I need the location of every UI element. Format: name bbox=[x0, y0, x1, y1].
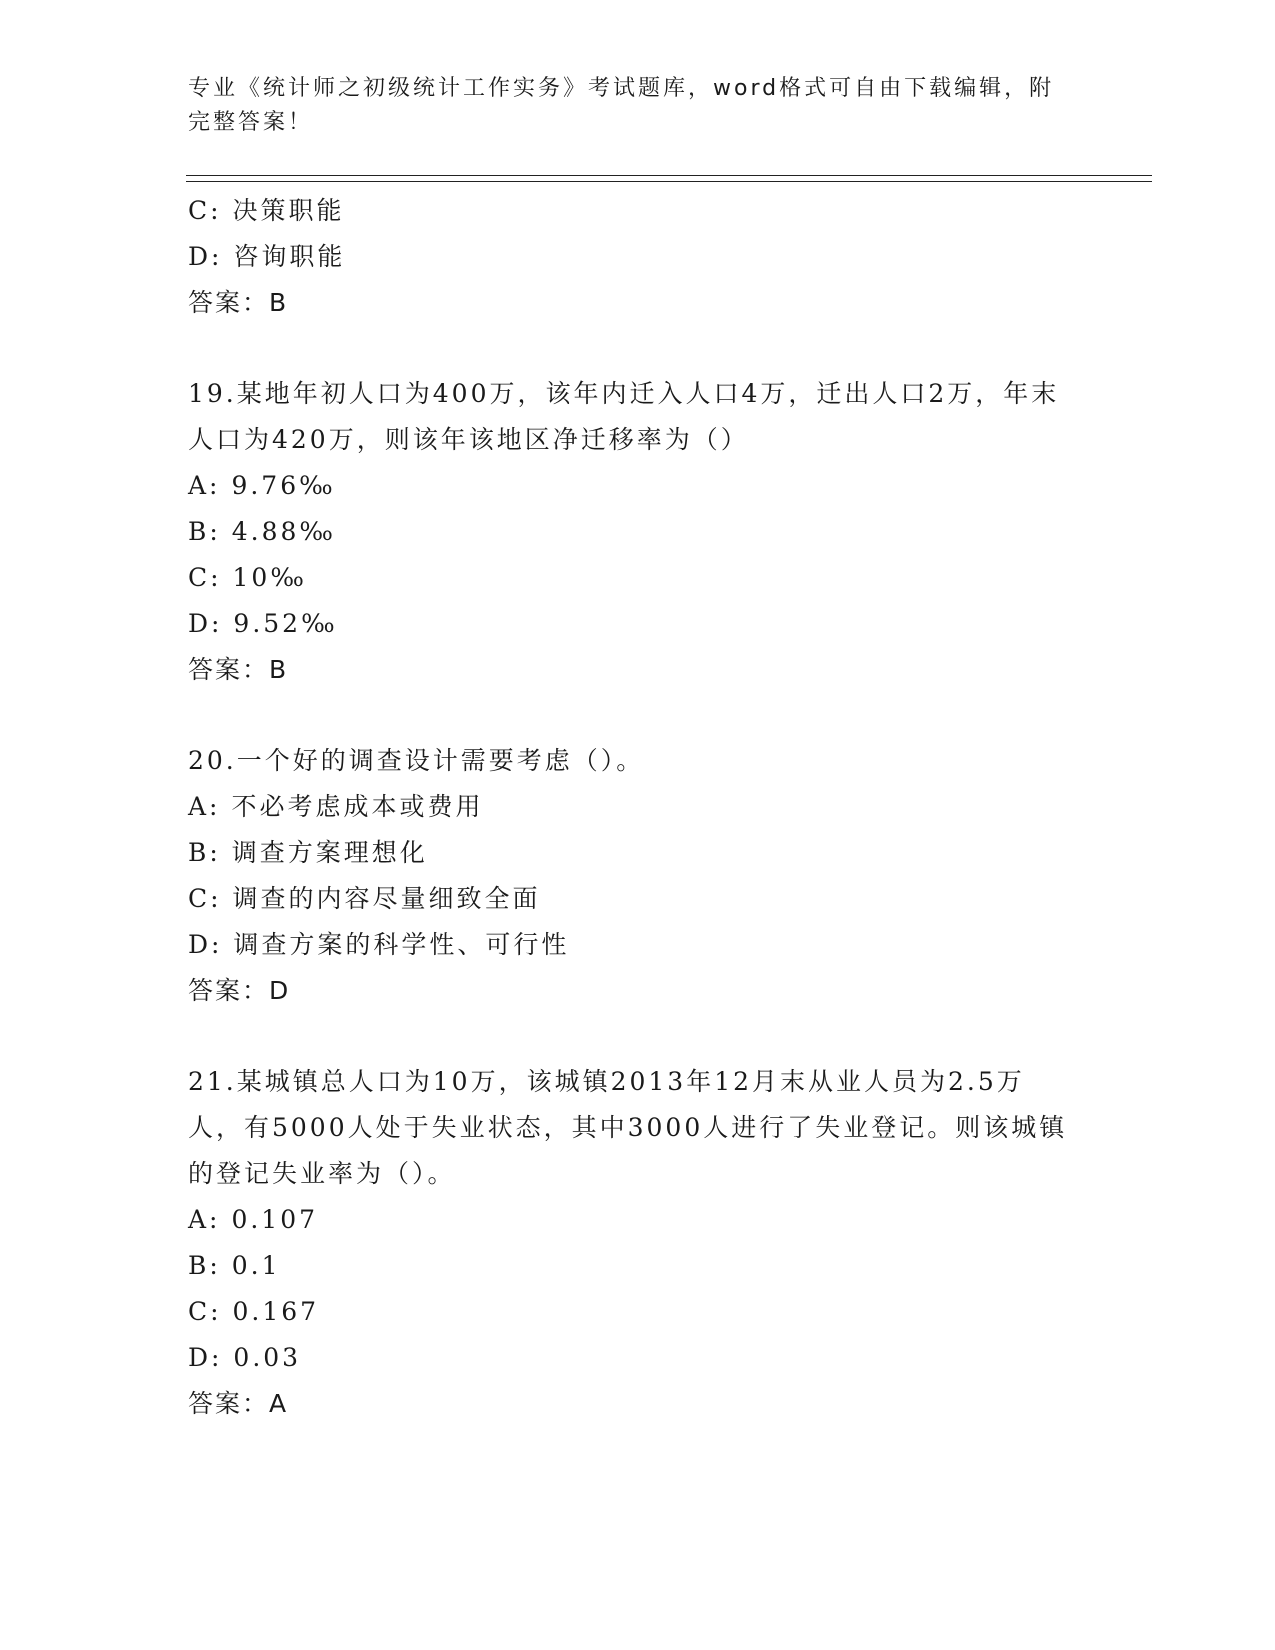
option-label: A: bbox=[188, 792, 221, 821]
option-label: B: bbox=[188, 1251, 221, 1280]
option-text: 0.107 bbox=[231, 1205, 319, 1234]
answer-line: 答案：B bbox=[188, 655, 289, 684]
option-line bbox=[188, 1289, 1088, 1335]
option-label: A: bbox=[188, 1205, 221, 1234]
question-block-18-tail bbox=[188, 188, 1088, 326]
option-label: B: bbox=[188, 517, 221, 546]
option-label: D: bbox=[188, 930, 223, 959]
option-text: 决策职能 bbox=[232, 196, 345, 225]
answer-line: 答案：D bbox=[188, 976, 291, 1005]
option-label: D: bbox=[188, 609, 223, 638]
question-block-19 bbox=[188, 371, 1088, 693]
option-text: 0.03 bbox=[233, 1343, 302, 1372]
option-text: 9.76‰ bbox=[231, 471, 336, 500]
option-line bbox=[188, 876, 1088, 922]
question-list bbox=[188, 188, 1088, 1427]
answer-line: 答案：A bbox=[188, 1389, 289, 1418]
option-text: 调查的内容尽量细致全面 bbox=[232, 884, 541, 913]
option-label: C: bbox=[188, 563, 222, 592]
option-label: C: bbox=[188, 1297, 222, 1326]
question-stem: 21.某城镇总人口为10万，该城镇2013年12月末从业人员为2.5万人，有5000人处于失业状态，其中3000人进行了失业登记。则该城镇的登记失业率为（）。 bbox=[188, 1067, 1068, 1188]
option-line bbox=[188, 1243, 1088, 1289]
option-line bbox=[188, 1197, 1088, 1243]
option-label: A: bbox=[188, 471, 221, 500]
answer-line: 答案：B bbox=[188, 288, 289, 317]
option-label: C: bbox=[188, 884, 222, 913]
question-stem: 20.一个好的调查设计需要考虑（）。 bbox=[188, 746, 645, 775]
option-text: 10‰ bbox=[232, 563, 307, 592]
option-line bbox=[188, 922, 1088, 968]
option-text: 不必考虑成本或费用 bbox=[231, 792, 484, 821]
document-header: 专业《统计师之初级统计工作实务》考试题库，word格式可自由下载编辑，附完整答案！ bbox=[188, 76, 1055, 135]
option-line bbox=[188, 1335, 1088, 1381]
option-text: 咨询职能 bbox=[233, 242, 346, 271]
option-text: 0.167 bbox=[232, 1297, 320, 1326]
option-line bbox=[188, 784, 1088, 830]
option-label: C: bbox=[188, 196, 222, 225]
question-stem: 19.某地年初人口为400万，该年内迁入人口4万，迁出人口2万，年末人口为420万，则该年该地区净迁移率为（） bbox=[188, 379, 1060, 454]
option-text: 调查方案理想化 bbox=[231, 838, 428, 867]
option-line bbox=[188, 555, 1088, 601]
option-label: D: bbox=[188, 1343, 223, 1372]
option-label: D: bbox=[188, 242, 223, 271]
option-text: 0.1 bbox=[231, 1251, 281, 1280]
option-line bbox=[188, 509, 1088, 555]
header-divider-bottom bbox=[186, 181, 1152, 182]
question-block-21 bbox=[188, 1059, 1088, 1427]
option-text: 4.88‰ bbox=[231, 517, 336, 546]
option-line bbox=[188, 601, 1088, 647]
option-label: B: bbox=[188, 838, 221, 867]
header-divider-top bbox=[186, 175, 1152, 176]
option-line bbox=[188, 188, 1088, 234]
option-text: 调查方案的科学性、可行性 bbox=[233, 930, 570, 959]
question-block-20 bbox=[188, 738, 1088, 1014]
option-line bbox=[188, 830, 1088, 876]
option-line bbox=[188, 463, 1088, 509]
option-text: 9.52‰ bbox=[233, 609, 338, 638]
option-line bbox=[188, 234, 1088, 280]
